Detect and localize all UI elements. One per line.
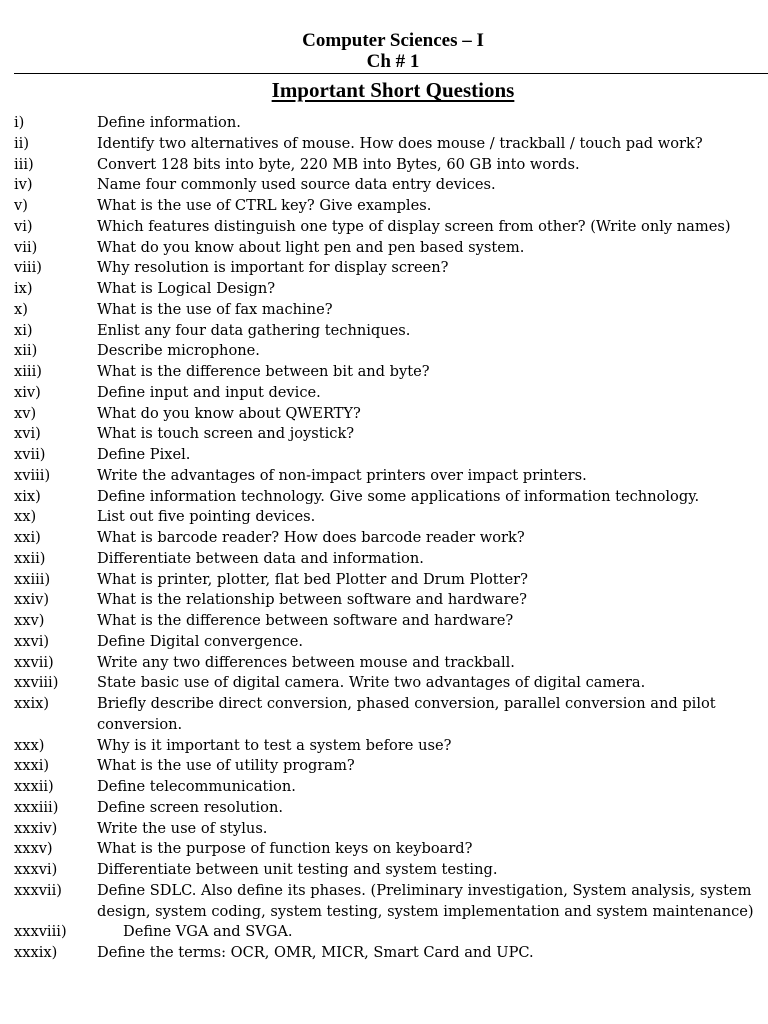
question-text-line: Write any two differences between mouse and trackball.	[97, 653, 515, 671]
question-text-line: design, system coding, system testing, system implementation and system maintenance)	[97, 902, 754, 920]
question-text	[97, 238, 524, 259]
question-text-line: Define telecommunication.	[97, 778, 296, 795]
section-title	[0, 77, 768, 103]
question-text	[97, 134, 703, 155]
question-number: xxxiii)	[14, 798, 59, 816]
question-text	[97, 341, 260, 362]
question-text-line: List out five pointing devices.	[97, 508, 316, 526]
question-item	[0, 653, 768, 674]
question-text	[97, 611, 513, 632]
question-item	[0, 590, 768, 611]
question-number: iv)	[14, 176, 33, 194]
question-text	[97, 217, 731, 238]
question-number: xix)	[14, 487, 41, 505]
question-item	[0, 819, 768, 840]
question-number: xxxv)	[14, 840, 53, 858]
question-text	[97, 736, 451, 757]
question-text	[97, 528, 525, 549]
question-text-line: Define input and input device.	[97, 383, 321, 401]
question-text-line: Describe microphone.	[97, 342, 260, 360]
question-number: xxxviii)	[14, 923, 67, 941]
question-text-line: Write the use of stylus.	[97, 819, 268, 837]
question-item	[0, 445, 768, 466]
question-item	[0, 196, 768, 217]
question-text	[97, 756, 355, 777]
question-item	[0, 839, 768, 860]
question-number: xxviii)	[14, 674, 59, 692]
question-text-line: Why resolution is important for display screen?	[97, 259, 449, 277]
question-text-line: State basic use of digital camera. Write two advantages of digital camera.	[97, 674, 646, 692]
question-number: xvii)	[14, 446, 46, 463]
question-number: xx)	[14, 508, 37, 526]
question-item	[0, 113, 768, 134]
question-item	[0, 341, 768, 362]
question-text-line: Which features distinguish one type of display screen from other? (Write only names)	[97, 217, 731, 235]
question-text-line: Write the advantages of non-impact printers over impact printers.	[97, 466, 587, 484]
question-text-line: What is the use of utility program?	[97, 757, 355, 775]
question-text-line: Identify two alternatives of mouse. How does mouse / trackball / touch pad work?	[97, 134, 703, 152]
question-text	[97, 549, 424, 570]
question-text	[97, 383, 321, 404]
question-text-line: conversion.	[97, 715, 183, 733]
section-title-text: Important Short Questions	[271, 78, 515, 102]
question-text	[123, 922, 293, 943]
question-text	[97, 943, 534, 964]
question-item	[0, 134, 768, 155]
question-text	[97, 570, 528, 591]
question-text-line: Define SDLC. Also define its phases. (Preliminary investigation, System analysis, system	[97, 881, 752, 899]
question-text-line: Define Digital convergence.	[97, 632, 304, 650]
question-item	[0, 383, 768, 404]
question-text	[97, 881, 754, 923]
question-item	[0, 175, 768, 196]
question-text	[97, 839, 472, 860]
question-item	[0, 673, 768, 694]
header-divider	[14, 73, 768, 74]
question-item	[0, 549, 768, 570]
question-item	[0, 922, 768, 943]
question-item	[0, 321, 768, 342]
question-number: i)	[14, 114, 25, 131]
question-item	[0, 404, 768, 425]
question-item	[0, 528, 768, 549]
question-text-line: What is the use of fax machine?	[97, 300, 333, 318]
question-text-line: What is Logical Design?	[97, 280, 276, 297]
question-text-line: Define information technology. Give some applications of information technology.	[97, 487, 700, 505]
question-list	[0, 113, 768, 964]
question-number: viii)	[14, 259, 42, 277]
question-item	[0, 507, 768, 528]
question-number: xii)	[14, 342, 38, 360]
question-text-line: Briefly describe direct conversion, phased conversion, parallel conversion and pilot	[97, 695, 716, 712]
question-number: xxvi)	[14, 632, 50, 650]
question-number: xxxiv)	[14, 819, 58, 837]
question-item	[0, 860, 768, 881]
question-text-line: What do you know about QWERTY?	[97, 404, 361, 422]
question-text	[97, 175, 496, 196]
question-text-line: Define information.	[97, 114, 241, 131]
question-text	[97, 445, 190, 466]
question-text	[97, 487, 699, 508]
question-number: xxvii)	[14, 653, 54, 671]
question-text	[97, 279, 275, 300]
question-item	[0, 362, 768, 383]
question-item	[0, 694, 768, 736]
question-item	[0, 487, 768, 508]
question-item	[0, 217, 768, 238]
question-number: ii)	[14, 134, 30, 152]
question-text-line: Name four commonly used source data entry devices.	[97, 176, 496, 194]
question-text-line: What is the difference between bit and byte?	[97, 363, 430, 380]
question-item	[0, 155, 768, 176]
question-text	[97, 653, 515, 674]
question-number: xxiii)	[14, 570, 51, 588]
document-title: Computer Sciences – I	[302, 30, 484, 51]
question-text	[97, 113, 241, 134]
question-number: xi)	[14, 321, 33, 339]
question-number: xiv)	[14, 383, 41, 401]
question-number: xv)	[14, 404, 37, 422]
question-number: xvi)	[14, 425, 41, 443]
question-text-line: Define Pixel.	[97, 446, 191, 463]
question-number: xxxvii)	[14, 881, 62, 899]
question-item	[0, 570, 768, 591]
question-item	[0, 611, 768, 632]
question-text-line: Convert 128 bits into byte, 220 MB into Bytes, 60 GB into words.	[97, 155, 580, 173]
question-text	[97, 507, 315, 528]
question-number: xxv)	[14, 612, 45, 629]
question-number: v)	[14, 197, 28, 214]
question-text	[97, 777, 296, 798]
question-text	[97, 819, 267, 840]
question-number: xiii)	[14, 363, 42, 380]
question-item	[0, 736, 768, 757]
question-text	[97, 590, 527, 611]
question-item	[0, 424, 768, 445]
question-item	[0, 943, 768, 964]
question-text-line: Define VGA and SVGA.	[123, 923, 293, 941]
question-text-line: What is printer, plotter, flat bed Plotter and Drum Plotter?	[97, 570, 528, 588]
question-item	[0, 279, 768, 300]
question-number: xxix)	[14, 695, 50, 712]
question-item	[0, 632, 768, 653]
question-number: vi)	[14, 217, 33, 235]
question-text-line: Enlist any four data gathering techniques.	[97, 321, 411, 339]
question-text	[97, 155, 580, 176]
question-number: x)	[14, 300, 28, 318]
question-text	[97, 404, 361, 425]
question-number: xxxi)	[14, 757, 50, 775]
chapter-label: Ch # 1	[366, 51, 420, 72]
question-item	[0, 798, 768, 819]
question-text	[97, 321, 410, 342]
question-item	[0, 777, 768, 798]
question-item	[0, 300, 768, 321]
question-text-line: Differentiate between unit testing and system testing.	[97, 861, 498, 878]
question-text	[97, 258, 449, 279]
question-number: xxxii)	[14, 778, 54, 795]
question-text	[97, 362, 430, 383]
question-text	[97, 694, 716, 736]
question-text	[97, 196, 431, 217]
question-number: xxiv)	[14, 591, 50, 609]
question-number: xxxvi)	[14, 861, 58, 878]
question-text-line: Why is it important to test a system before use?	[97, 736, 452, 754]
question-text-line: What is the relationship between software and hardware?	[97, 591, 527, 609]
question-item	[0, 238, 768, 259]
question-text	[97, 632, 303, 653]
question-text-line: Define the terms: OCR, OMR, MICR, Smart Card and UPC.	[97, 944, 534, 961]
question-item	[0, 756, 768, 777]
question-text	[97, 860, 497, 881]
question-item	[0, 258, 768, 279]
question-text-line: What is the purpose of function keys on keyboard?	[97, 840, 473, 858]
question-text-line: What is touch screen and joystick?	[97, 425, 355, 443]
question-text	[97, 466, 587, 487]
question-text	[97, 798, 283, 819]
question-text-line: Differentiate between data and information.	[97, 549, 424, 567]
question-number: xxxix)	[14, 944, 58, 961]
question-number: vii)	[14, 238, 38, 256]
question-item	[0, 466, 768, 487]
question-item	[0, 881, 768, 923]
question-number: xxii)	[14, 549, 46, 567]
question-text-line: What do you know about light pen and pen based system.	[97, 238, 525, 256]
question-text	[97, 300, 333, 321]
question-number: xxx)	[14, 736, 45, 754]
question-text	[97, 673, 645, 694]
question-text-line: Define screen resolution.	[97, 798, 284, 816]
question-number: ix)	[14, 280, 33, 297]
question-number: iii)	[14, 155, 34, 173]
question-number: xviii)	[14, 466, 51, 484]
question-text	[97, 424, 354, 445]
question-text-line: What is the use of CTRL key? Give examples.	[97, 197, 432, 214]
question-text-line: What is barcode reader? How does barcode reader work?	[97, 529, 525, 546]
question-text-line: What is the difference between software and hardware?	[97, 612, 514, 629]
question-number: xxi)	[14, 529, 41, 546]
